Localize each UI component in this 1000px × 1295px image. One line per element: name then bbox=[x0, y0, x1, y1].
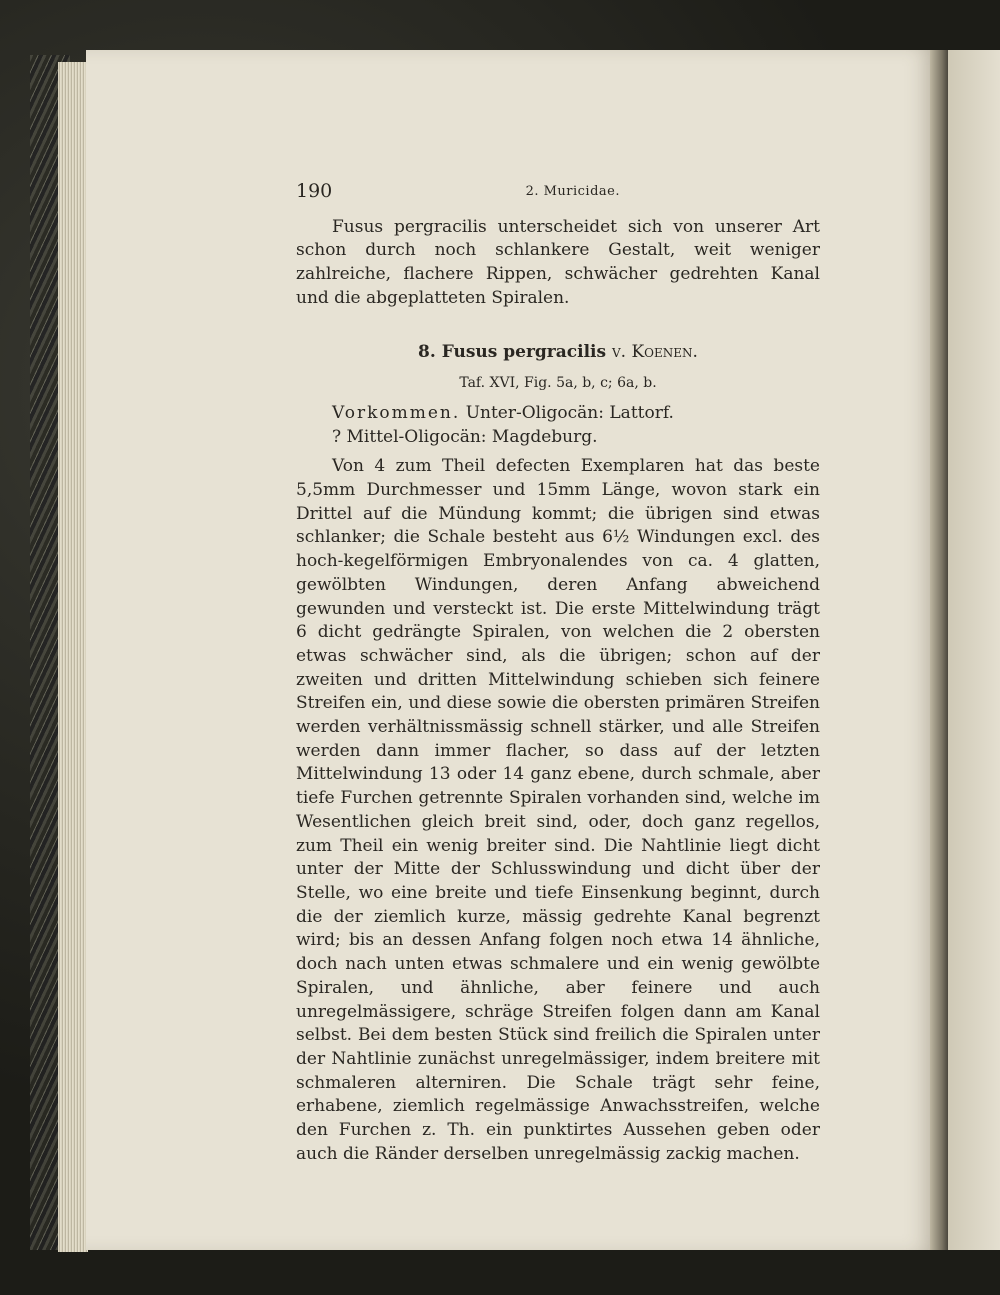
occurrence-line-2: ? Mittel-Oligocän: Magdeburg. bbox=[332, 426, 598, 447]
occurrence-lower: Unter-Oligocän: Lattorf. bbox=[465, 402, 674, 423]
description-paragraph: Von 4 zum Theil defecten Exemplaren hat das beste 5,5mm Durchmesser und 15mm Länge, wovon stark ein Drittel auf die Mündung kommt; die übrigen sind etwas schlanker; die Schale besteht aus 6½ Windungen excl. des hoch-kegelförmigen Embryonalendes von ca. 4 glatten, gewölbten Windungen, deren Anfang abweichend gewunden und versteckt ist. Die erste Mittelwindung trägt 6 dicht gedrängte Spiralen, von welchen die 2 obersten etwas schwächer sind, als die übrigen; schon auf der zweiten und dritten Mittelwindung schieben sich feinere Streifen ein, und diese sowie die obersten primären Streifen werden verhältnissmässig schnell stärker, und alle Streifen werden dann immer flacher, so dass auf der letzten Mittelwindung 13 oder 14 ganz ebene, durch schmale, aber tiefe Furchen getrennte Spiralen vorhanden sind, welche im Wesentlichen gleich breit sind, oder, doch ganz regellos, zum Theil ein wenig breiter sind. Die Nahtlinie liegt dicht unter der Mitte der Schlusswindung und dicht über der Stelle, wo eine breite und tiefe Einsenkung beginnt, durch die der ziemlich kurze, mässig gedrehte Kanal begrenzt wird; bis an dessen Anfang folgen noch etwa 14 ähnliche, doch nach unten etwas schmalere und ein wenig gewölbte Spiralen, und ähnliche, aber feinere und auch unregelmässigere, schräge Streifen folgen dann am Kanal selbst. Bei dem besten Stück sind freilich die Spiralen unter der Nahtlinie zunächst unregelmässiger, indem breitere mit schmaleren alterniren. Die Schale trägt sehr feine, erhabene, ziemlich regelmässige Anwachsstreifen, welche den Furchen z. Th. ein punktirtes Aussehen geben oder auch die Ränder derselben unregelmässig zackig machen. bbox=[296, 456, 820, 1164]
facing-page-edge bbox=[948, 50, 1000, 1250]
species-author: v. Koenen. bbox=[612, 341, 698, 362]
species-name: 8. Fusus pergracilis bbox=[418, 341, 607, 362]
occurrence-line-1 bbox=[296, 402, 820, 426]
running-header bbox=[296, 180, 820, 204]
book-gutter bbox=[930, 50, 950, 1250]
occurrence-label: Vorkommen. bbox=[332, 402, 461, 423]
plate-reference: Taf. XVI, Fig. 5a, b, c; 6a, b. bbox=[459, 375, 657, 392]
page-text bbox=[296, 180, 820, 1166]
page-number: 190 bbox=[296, 180, 333, 202]
section-title: 2. Muricidae. bbox=[525, 184, 620, 199]
page-edges bbox=[58, 62, 88, 1252]
species-heading bbox=[296, 341, 820, 365]
intro-paragraph: Fusus pergracilis unterscheidet sich von unserer Art schon durch noch schlankere Gestalt, weit weniger zahlreiche, flachere Rippen, schwächer gedrehten Kanal und die abgeplatteten Spiralen. bbox=[296, 216, 820, 308]
